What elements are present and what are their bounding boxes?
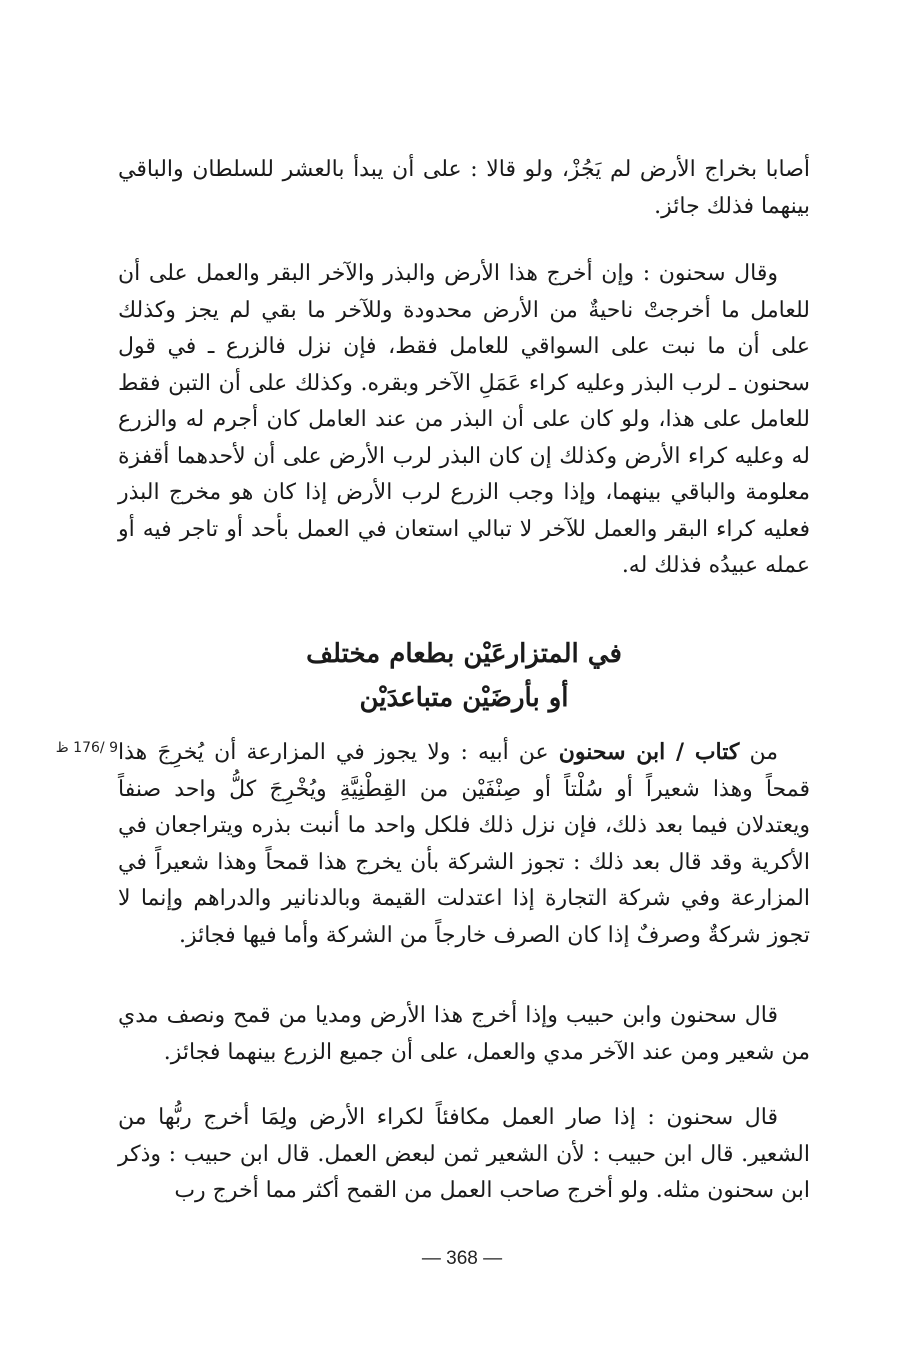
paragraph-block-2 (118, 256, 810, 585)
paragraph-sahnun: وقال سحنون : وإن أخرج هذا الأرض والبذر والآخر البقر والعمل على أن للعامل ما أخرجتْ ناحيةٌ من الأرض محدودة وللآخر ما بقي لم يجز وكذلك على أن ما نبت على السواقي للعامل فقط، فإن نزل فالزرع ـ في قول سحنون ـ لرب البذر وعليه كراء عَمَلِ الآخر وبقره. وكذلك على أن التبن فقط للعامل على هذا، ولو كان على أن البذر من عند العامل كان أجرم له والزرع له وعليه كراء الأرض وكذلك إن كان البذر لرب الأرض على أن لأحدهما أقفزة معلومة والباقي بينهما، وإذا وجب الزرع لرب الأرض إذا كان هو مخرج البذر فعليه كراء البقر والعمل للآخر لا تبالي استعان في العمل بأحد أو تاجر فيه أو عمله عبيدُه فذلك له. (118, 261, 810, 578)
section-heading-line-1: في المتزارعَيْن بطعام مختلف (306, 639, 622, 669)
paragraph-block-3 (118, 734, 810, 954)
paragraph-body: عن أبيه : ولا يجوز في المزارعة أن يُخرِجَ هذا قمحاً وهذا شعيراً أو سُلْتاً أو صِنْفَيْن من القِطْنِيَّةِ ويُخْرِجَ كلُّ واحد صنفاً ويعتدلان فيما بعد ذلك، فإن نزل ذلك فلكل واحد ما أنبت بذره ويتراجعان في الأكرية وقد قال بعد ذلك : تجوز الشركة بأن يخرج هذا قمحاً وهذا شعيراً في المزارعة وفي شركة التجارة إذا اعتدلت القيمة وبالدنانير والدراهم وإنما لا تجوز شركةٌ وصرفٌ إذا كان الصرف خارجاً من الشركة وأما فيها فجائز. (118, 740, 810, 948)
paragraph-continuation: أصابا بخراج الأرض لم يَجُزْ، ولو قالا : على أن يبدأ بالعشر للسلطان والباقي بينهما فذلك جائز. (118, 157, 810, 219)
paragraph-block-4 (118, 998, 810, 1071)
paragraph-ibn-habib: قال سحنون وابن حبيب وإذا أخرج هذا الأرض ومديا من قمح ونصف مدي من شعير ومن عند الآخر مدي والعمل، على أن جميع الزرع بينهما فجائز. (118, 1003, 810, 1065)
paragraph-ibn-sahnun (118, 734, 810, 954)
margin-folio-reference: 9 /176 ظ (55, 740, 118, 756)
section-heading-line-2: أو بأرضَيْن متباعدَيْن (359, 683, 569, 713)
paragraph-block-5 (118, 1100, 810, 1210)
paragraph-sahnun-2: قال سحنون : إذا صار العمل مكافئاً لكراء الأرض ولِمَا أخرج ربُّها من الشعير. قال ابن حبيب : لأن الشعير ثمن لبعض العمل. قال ابن حبيب : وذكر ابن سحنون مثله. ولو أخرج صاحب العمل من القمح أكثر مما أخرج رب (118, 1105, 810, 1203)
paragraph-intro: من (739, 740, 778, 765)
source-citation: كتاب / ابن سحنون (558, 739, 740, 765)
paragraph-block-1 (118, 152, 810, 225)
page-number: — 368 — (421, 1248, 503, 1269)
